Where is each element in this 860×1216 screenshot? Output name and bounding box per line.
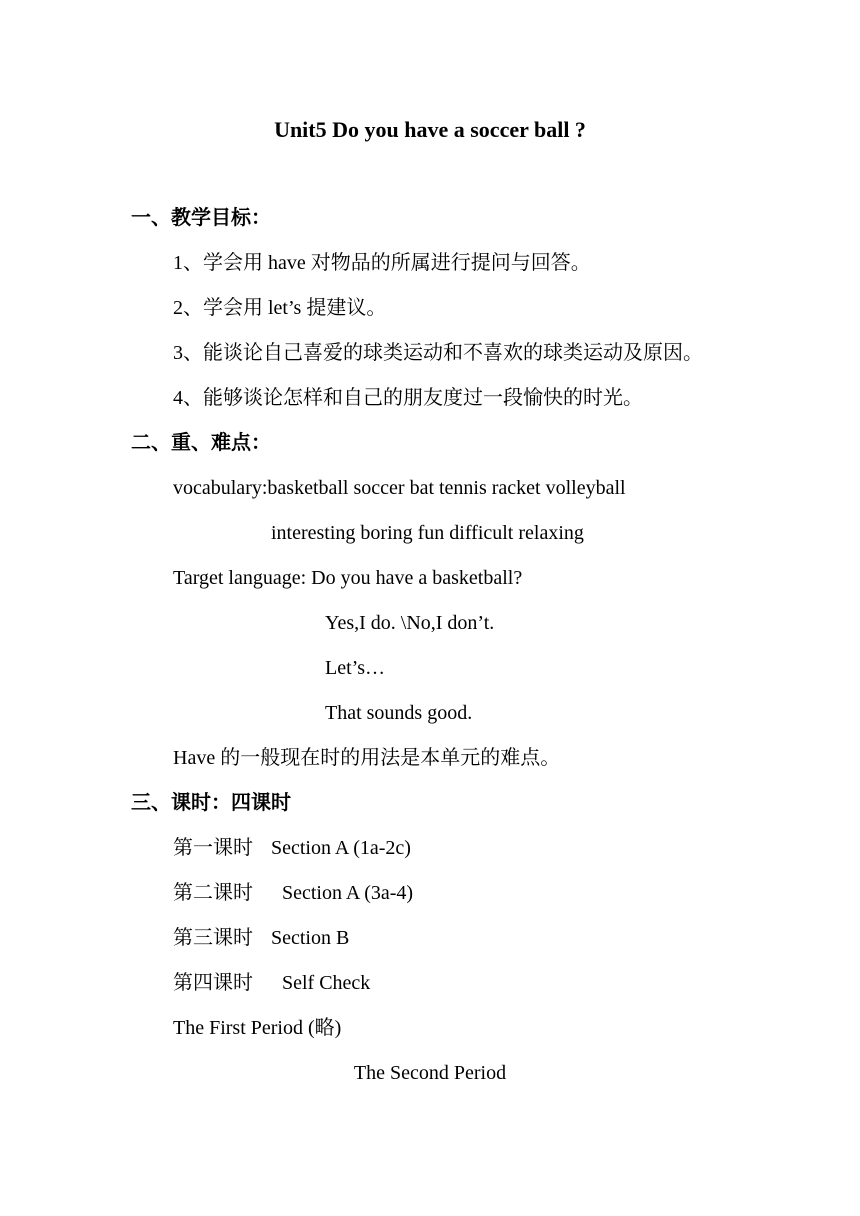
answer-line: That sounds good. (325, 702, 473, 724)
period-label: 第三课时 (173, 927, 253, 949)
answer-line: Let’s… (325, 657, 385, 679)
objective-item: 1、学会用 have 对物品的所属进行提问与回答。 (173, 252, 591, 274)
period-item (173, 971, 371, 995)
period-content: Section A (1a-2c) (271, 837, 411, 859)
period-content: Section A (3a-4) (282, 882, 414, 904)
objectives-heading: 一、教学目标： (131, 207, 271, 229)
answer-line: Yes,I do. \No,I don’t. (325, 612, 495, 634)
period-label: 第二课时 (173, 882, 253, 904)
vocabulary-line: interesting boring fun difficult relaxing (271, 522, 584, 544)
period-item (173, 836, 411, 860)
objective-item: 2、学会用 let’s 提建议。 (173, 297, 387, 319)
objective-item: 3、能谈论自己喜爱的球类运动和不喜欢的球类运动及原因。 (173, 342, 703, 364)
period-label: 第四课时 (173, 972, 253, 994)
period-content: Section B (271, 927, 350, 949)
period-content: Self Check (282, 972, 371, 994)
document-title: Unit5 Do you have a soccer ball ? (274, 117, 586, 142)
vocabulary-line: vocabulary:basketball soccer bat tennis racket volleyball (173, 477, 626, 499)
first-period-line: The First Period (略) (173, 1017, 342, 1039)
second-period-heading: The Second Period (353, 1062, 507, 1084)
period-item (173, 926, 350, 950)
period-item (173, 881, 414, 905)
objective-item: 4、能够谈论怎样和自己的朋友度过一段愉快的时光。 (173, 387, 643, 409)
periods-heading: 三、课时：四课时 (131, 792, 291, 814)
period-label: 第一课时 (173, 837, 253, 859)
target-language-line: Target language: Do you have a basketball? (173, 567, 523, 589)
key-points-heading: 二、重、难点： (131, 432, 271, 454)
difficulty-note: Have 的一般现在时的用法是本单元的难点。 (173, 747, 561, 769)
